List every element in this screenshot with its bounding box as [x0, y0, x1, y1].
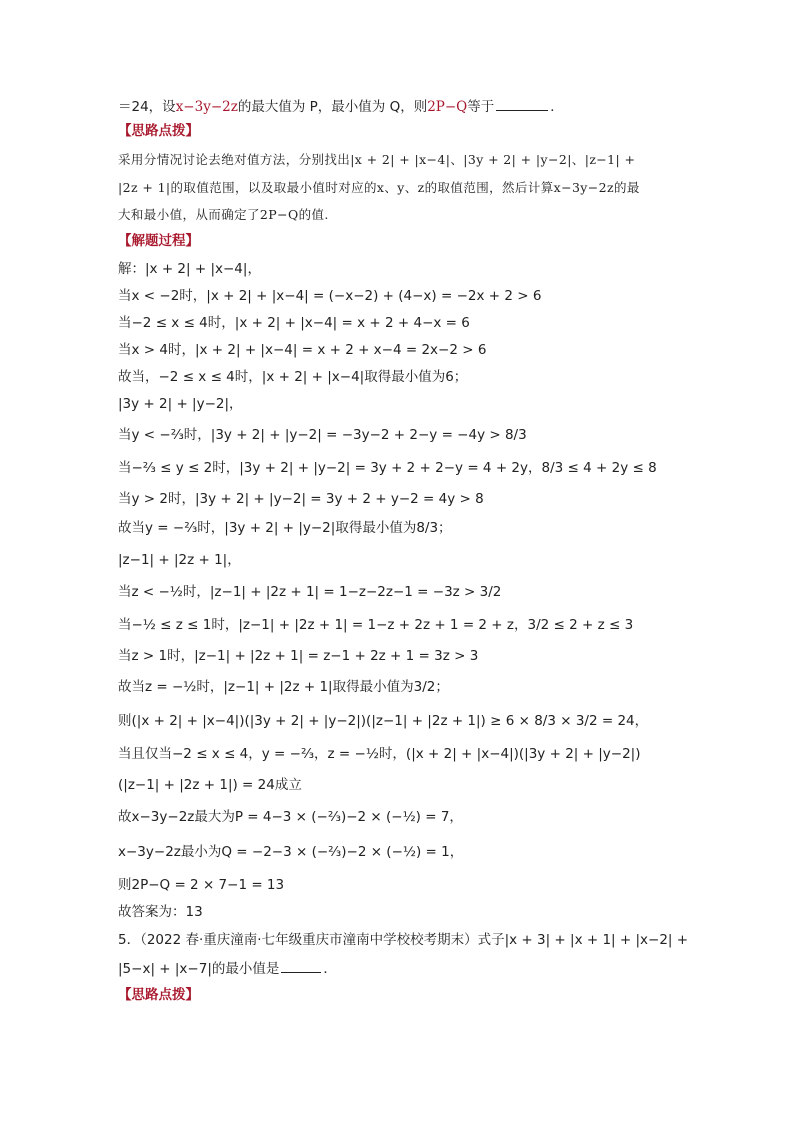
solution-line: 故当，−2 ≤ x ≤ 4时，|x + 2| + |x−4|取得最小值为6； [118, 369, 468, 385]
text-segment: ． [323, 961, 337, 977]
solution-line: x−3y−2z最小为Q = −2−3 × (−⅔)−2 × (−½) = 1， [118, 844, 464, 860]
solution-line: 故当z = −½时，|z−1| + |2z + 1|取得最小值为3/2； [118, 679, 449, 695]
solution-line: 解：|x + 2| + |x−4|， [118, 261, 261, 277]
solution-line: 当−⅔ ≤ y ≤ 2时，|3y + 2| + |y−2| = 3y + 2 + 2−y = 4 + 2y，8/3 ≤ 4 + 2y ≤ 8 [118, 460, 657, 476]
section-heading-solution: 【解题过程】 [118, 233, 199, 249]
solution-line: 则2P−Q = 2 × 7−1 = 13 [118, 877, 285, 893]
hint-line: |2z + 1|的取值范围，以及取最小值时对应的x、y、z的取值范围，然后计算x−3y−2z的最 [118, 180, 640, 195]
answer-line: 故答案为：13 [118, 904, 203, 920]
hint-line: 采用分情况讨论去绝对值方法，分别找出|x + 2| + |x−4|、|3y + 2| + |y−2|、|z−1| + [118, 152, 636, 167]
text-segment: 的最大值为 P，最小值为 Q，则 [237, 99, 428, 115]
solution-line: 故x−3y−2z最大为P = 4−3 × (−⅔)−2 × (−½) = 7， [118, 809, 463, 825]
section-heading-hint: 【思路点拨】 [118, 123, 199, 139]
solution-line: 当x < −2时，|x + 2| + |x−4| = (−x−2) + (4−x) = −2x + 2 > 6 [118, 288, 542, 304]
text-segment: 等于 [467, 99, 495, 115]
answer-blank [496, 96, 548, 111]
solution-line: 当y > 2时，|3y + 2| + |y−2| = 3y + 2 + y−2 = 4y > 8 [118, 491, 484, 507]
solution-line: 当且仅当−2 ≤ x ≤ 4，y = −⅔，z = −½时，(|x + 2| + |x−4|)(|3y + 2| + |y−2|) [118, 746, 641, 762]
solution-line: 当−2 ≤ x ≤ 4时，|x + 2| + |x−4| = x + 2 + 4−x = 6 [118, 315, 470, 331]
text-segment: ＝24，设 [118, 99, 176, 115]
text-segment: ． [550, 99, 564, 115]
text-segment: |5−x| + |x−7|的最小值是 [118, 961, 280, 977]
hint-line: 大和最小值，从而确定了2P−Q的值. [118, 207, 329, 222]
answer-blank [281, 958, 321, 973]
solution-line: 当y < −⅔时，|3y + 2| + |y−2| = −3y−2 + 2−y = −4y > 8/3 [118, 427, 527, 443]
solution-line: 当z > 1时，|z−1| + |2z + 1| = z−1 + 2z + 1 = 3z > 3 [118, 648, 479, 664]
solution-line: 故当y = −⅔时，|3y + 2| + |y−2|取得最小值为8/3； [118, 520, 452, 536]
solution-line: 当x > 4时，|x + 2| + |x−4| = x + 2 + x−4 = 2x−2 > 6 [118, 342, 487, 358]
math-expression: 2P−Q [427, 99, 468, 115]
solution-line: 当z < −½时，|z−1| + |2z + 1| = 1−z−2z−1 = −3z > 3/2 [118, 584, 502, 600]
solution-line: |z−1| + |2z + 1|， [118, 552, 241, 568]
math-expression: x−3y−2z [175, 99, 238, 115]
problem-5-line: 5．（2022 春·重庆潼南·七年级重庆市潼南中学校校考期末）式子|x + 3| + |x + 1| + |x−2| + [118, 932, 689, 948]
solution-line: |3y + 2| + |y−2|， [118, 396, 243, 412]
problem-5-line [118, 958, 337, 979]
solution-line: 当−½ ≤ z ≤ 1时，|z−1| + |2z + 1| = 1−z + 2z + 1 = 2 + z，3/2 ≤ 2 + z ≤ 3 [118, 617, 634, 633]
section-heading-hint: 【思路点拨】 [118, 987, 199, 1003]
solution-line: 则(|x + 2| + |x−4|)(|3y + 2| + |y−2|)(|z−1| + |2z + 1|) ≥ 6 × 8/3 × 3/2 = 24， [118, 713, 649, 729]
problem-continuation-line [118, 96, 564, 117]
solution-line: (|z−1| + |2z + 1|) = 24成立 [118, 777, 302, 793]
